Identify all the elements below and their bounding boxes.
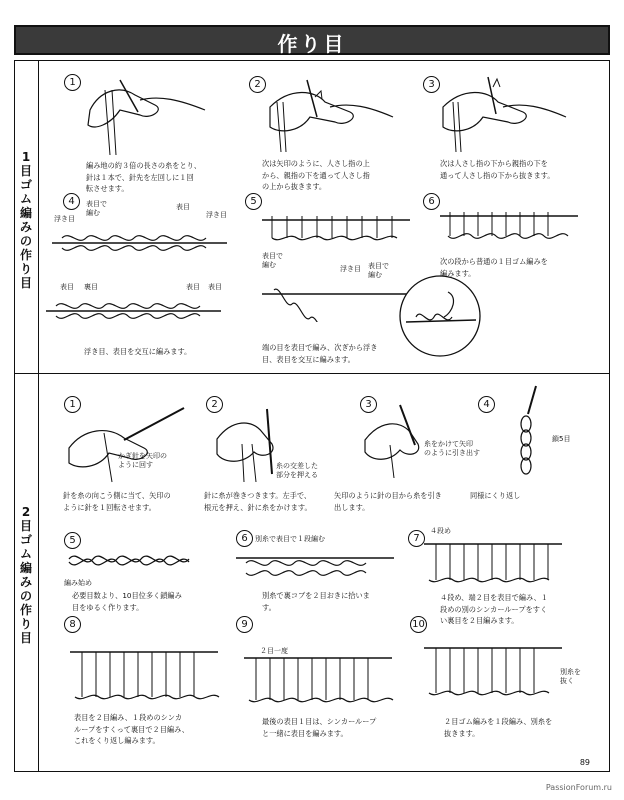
s1-step2-caption: 次は矢印のように、人さし指の上 から、親指の下を通って人さし指 の上から抜きます。 xyxy=(262,159,370,191)
s1-step5-magnified-detail xyxy=(396,272,484,360)
s1-step5-label-knit-weave: 表目で 編む xyxy=(262,252,283,269)
page-number: 89 xyxy=(579,758,590,767)
s1-step4-number: 4 xyxy=(63,193,80,210)
s2-step8-caption: 表目を２目編み、１段めのシンカ ループをすくって裏目で２目編み、 これをくり返し編みます。 xyxy=(74,713,189,745)
s2-step6-stitches xyxy=(236,548,396,588)
s1-step5-upper-stitches xyxy=(262,210,412,246)
s2-step6-number: 6 xyxy=(236,530,253,547)
s1-step6-caption: 次の段から普通の１目ゴム編みを 編みます。 xyxy=(440,257,548,278)
s1-step6-number: 6 xyxy=(423,193,440,210)
s2-step10-caption: ２目ゴム編みを１段編み、別糸を 抜きます。 xyxy=(444,717,553,738)
s2-step10-label-remove: 別糸を 抜く xyxy=(560,668,581,685)
s1-step3-number: 3 xyxy=(423,76,440,93)
s2-step4-label-chain: 鎖5目 xyxy=(552,435,571,443)
s2-step9-label-together: ２目一度 xyxy=(260,647,288,655)
s1-step5-caption: 端の目を表目で編み、次ぎから浮き 目、表目を交互に編みます。 xyxy=(262,343,378,364)
s1-step4-label-ura: 裏目 xyxy=(84,283,98,291)
s2-step5-number: 5 xyxy=(64,532,81,549)
s2-step8-knit-rows xyxy=(70,632,220,707)
page-title: 作り目 xyxy=(277,32,347,56)
s2-step5-chain-illustration xyxy=(64,544,214,574)
s2-step7-caption: ４段め、端２目を表目で編み、１ 段めの別のシンカーループをすく い裏目を２目編みます。 xyxy=(440,593,548,625)
s2-step9-number: 9 xyxy=(236,616,253,633)
section2-label: 2 目 ゴ ム 編 み の 作 り 目 xyxy=(19,505,32,645)
s1-step1-caption: 編み地の約３倍の長さの糸をとり、 針は１本で、針先を左回しに１回 転させます。 xyxy=(86,161,202,193)
s2-step3-label-pull: 糸をかけて矢印 のように引き出す xyxy=(424,440,480,457)
s2-step1-hook-illustration xyxy=(64,398,189,483)
s2-step5-label-start: 編み始め xyxy=(64,579,92,587)
s2-step6-label-other: 別糸で表目で１段編む xyxy=(255,535,325,543)
s1-step3-caption: 次は人さし指の下から親指の下を 通って人さし指の下から抜きます。 xyxy=(440,159,555,180)
s2-step7-label-row4: ４段め xyxy=(430,527,451,535)
s1-step6-stitches xyxy=(440,206,580,248)
s2-step4-chain-illustration xyxy=(508,384,548,484)
s2-step3-number: 3 xyxy=(360,396,377,413)
s2-step4-number: 4 xyxy=(478,396,495,413)
s1-step4-label-omote: 表目 xyxy=(60,283,74,291)
s2-step5-caption: 必要目数より、10目位多く鎖編み 目をゆるく作ります。 xyxy=(72,591,182,612)
s2-step3-caption: 矢印のように針の目から糸を引き 出します。 xyxy=(334,491,442,512)
s1-step4-label-knit3: 表目 xyxy=(208,283,222,291)
s1-step4-label-knit2: 表目 xyxy=(186,283,200,291)
s1-step4-label-float: 浮き目 xyxy=(54,215,75,223)
s1-step5-label-float: 浮き目 xyxy=(340,265,361,273)
s1-step2-number: 2 xyxy=(249,76,266,93)
s1-step4-label-float2: 浮き目 xyxy=(206,211,227,219)
s2-step2-label-press: 糸の交差した 部分を押える xyxy=(276,462,318,479)
watermark: PassionForum.ru xyxy=(545,783,612,792)
s1-step5-lower-stitches xyxy=(262,282,412,322)
s2-step1-label-rotate: かぎ針を矢印の ように回す xyxy=(118,452,167,469)
label-column-divider xyxy=(38,60,39,772)
section-divider xyxy=(14,373,610,374)
s1-step3-hands-illustration xyxy=(438,72,568,157)
s1-step4-caption: 浮き目、表目を交互に編みます。 xyxy=(84,347,192,356)
s2-step1-number: 1 xyxy=(64,396,81,413)
s1-step5-label-knit: 表目で 編む xyxy=(368,262,389,279)
s2-step10-number: 10 xyxy=(410,616,427,633)
title-banner xyxy=(14,25,610,55)
s1-step5-number: 5 xyxy=(245,193,262,210)
s2-step9-caption: 最後の表目１目は、シンカーループ と一緒に表目を編みます。 xyxy=(262,717,377,738)
s2-step7-number: 7 xyxy=(408,530,425,547)
s1-step4-upper-stitches xyxy=(52,228,232,258)
s1-step4-lower-stitches xyxy=(46,296,226,326)
s2-step7-knit-rows xyxy=(424,536,564,588)
section1-label: 1 目 ゴ ム 編 み の 作 り 目 xyxy=(19,150,32,290)
s2-step4-caption: 同様にくり返し xyxy=(470,491,521,500)
s2-step10-knit-rows xyxy=(424,636,564,706)
s2-step1-caption: 針を糸の向こう側に当て、矢印の ように針を１回転させます。 xyxy=(63,491,171,512)
s1-step2-hands-illustration xyxy=(265,72,395,157)
s2-step2-caption: 針に糸が巻きつきます。左手で、 根元を押え、針に糸をかけます。 xyxy=(204,491,312,512)
s2-step6-caption: 別糸で裏コブを２目おきに拾いま す。 xyxy=(262,591,370,612)
s1-step1-number: 1 xyxy=(64,74,81,91)
s2-step9-knit-rows xyxy=(244,640,394,710)
s1-step4-label-knit: 表目 xyxy=(176,203,190,211)
s2-step2-number: 2 xyxy=(206,396,223,413)
s1-step1-hands-illustration xyxy=(80,70,210,155)
s1-step4-label-knit-weave: 表目で 編む xyxy=(86,200,107,217)
s2-step8-number: 8 xyxy=(64,616,81,633)
